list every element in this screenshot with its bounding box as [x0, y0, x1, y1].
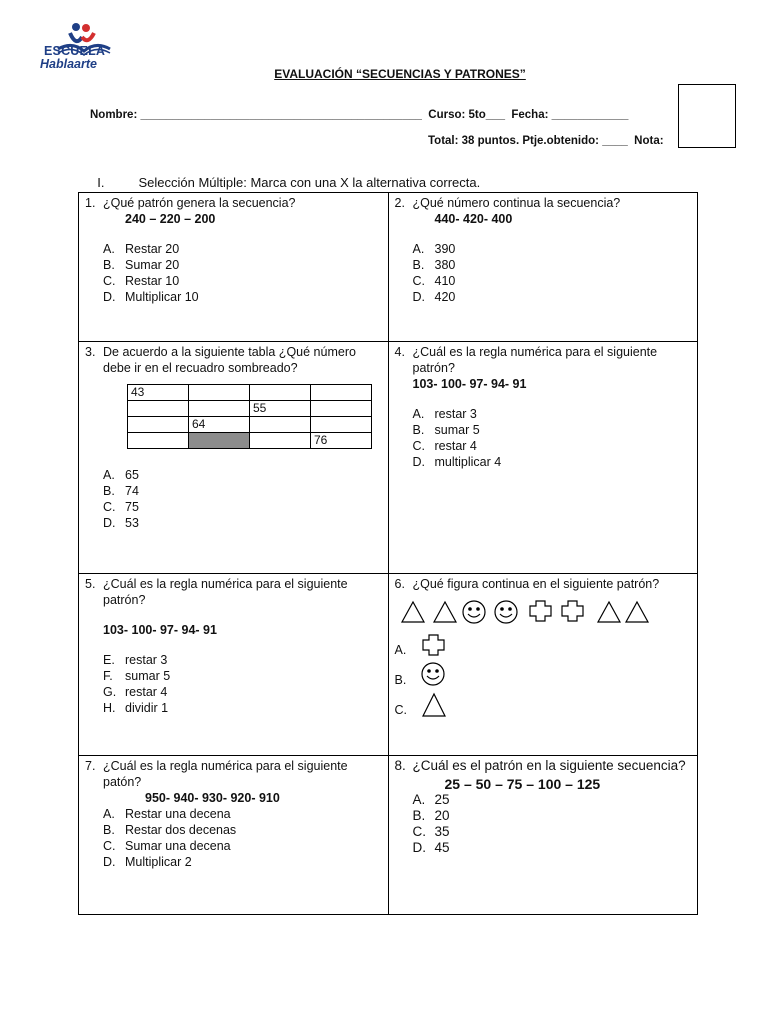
question-5 — [79, 574, 389, 756]
triangle-icon — [434, 602, 456, 622]
option[interactable]: B. 380 — [412, 258, 456, 272]
cross-icon — [421, 632, 447, 658]
question-text: ¿Qué patrón genera la secuencia? — [103, 196, 296, 210]
page-title: EVALUACIÓN “SECUENCIAS Y PATRONES” — [274, 67, 526, 81]
question-number: 7. — [85, 759, 96, 773]
sequence: 103- 100- 97- 94- 91 — [103, 623, 217, 637]
question-number: 8. — [394, 758, 406, 773]
table-cell: 43 — [128, 385, 189, 401]
shaded-cell — [189, 433, 250, 449]
question-number: 5. — [85, 577, 96, 591]
options-list — [103, 467, 384, 531]
grade-box[interactable] — [678, 84, 736, 148]
triangle-icon — [598, 602, 620, 622]
option[interactable]: A. Restar 20 — [103, 242, 180, 256]
triangle-icon — [402, 602, 424, 622]
options-list — [413, 406, 694, 470]
option[interactable]: F. sumar 5 — [103, 669, 171, 683]
option-triangle[interactable]: C. — [395, 692, 694, 722]
question-number: 6. — [394, 577, 405, 591]
question-number: 4. — [394, 345, 405, 359]
table-cell — [189, 385, 250, 401]
table-cell — [311, 401, 372, 417]
options-list — [103, 806, 384, 870]
options-list — [103, 652, 384, 716]
option-cross[interactable]: A. — [395, 632, 694, 662]
cross-icon — [530, 601, 551, 621]
instruction — [90, 160, 480, 190]
question-text: ¿Qué figura continua en el siguiente patrón? — [412, 577, 660, 591]
question-text: ¿Cuál es la regla numérica para el siguiente patrón? — [103, 577, 348, 607]
option[interactable]: D. 45 — [412, 840, 450, 855]
question-text: ¿Cuál es el patrón en la siguiente secuencia? — [412, 758, 686, 773]
options-list — [103, 241, 384, 305]
question-7 — [79, 756, 389, 915]
option-smiley[interactable]: B. — [395, 662, 694, 692]
table-cell — [250, 385, 311, 401]
shape-options — [395, 632, 694, 722]
option[interactable]: D. multiplicar 4 — [412, 455, 502, 469]
option[interactable]: C. 75 — [103, 500, 139, 514]
question-text: ¿Qué número continua la secuencia? — [412, 196, 621, 210]
table-cell — [128, 401, 189, 417]
option[interactable]: B. 20 — [412, 808, 450, 823]
question-number: 3. — [85, 345, 96, 359]
option[interactable]: C. Restar 10 — [103, 274, 180, 288]
smiley-icon — [421, 662, 447, 688]
question-8 — [388, 756, 698, 915]
questions-grid — [78, 192, 698, 915]
table-cell: 64 — [189, 417, 250, 433]
cross-icon — [562, 601, 583, 621]
triangle-icon — [421, 692, 449, 718]
question-6 — [388, 574, 698, 756]
question-4 — [388, 342, 698, 574]
question-number: 2. — [394, 196, 405, 210]
option[interactable]: A. 65 — [103, 468, 139, 482]
score-line: Total: 38 puntos. Ptje.obtenido: ____ Nota: — [428, 135, 664, 147]
option[interactable]: D. Multiplicar 10 — [103, 290, 199, 304]
option[interactable]: A. restar 3 — [412, 407, 477, 421]
logo-line-1: ESCUELA — [44, 44, 106, 58]
option[interactable]: D. 420 — [412, 290, 456, 304]
sequence: 103- 100- 97- 94- 91 — [412, 377, 527, 391]
smiley-icon — [463, 601, 485, 623]
question-3 — [79, 342, 389, 574]
option[interactable]: A. 25 — [412, 792, 450, 807]
question-1 — [79, 193, 389, 342]
question-number: 1. — [85, 196, 96, 210]
sequence: 240 – 220 – 200 — [125, 212, 216, 226]
sequence: 950- 940- 930- 920- 910 — [145, 791, 280, 805]
question-2 — [388, 193, 698, 342]
sequence: 25 – 50 – 75 – 100 – 125 — [444, 776, 601, 792]
number-table — [127, 384, 372, 449]
smiley-icon — [495, 601, 517, 623]
options-list — [413, 792, 694, 856]
option[interactable]: D. 53 — [103, 516, 139, 530]
question-text: ¿Cuál es la regla numérica para el siguiente patón? — [103, 759, 348, 789]
student-info-line: Nombre: ____________________________________________ Curso: 5to___ Fecha: ____________ — [90, 109, 629, 121]
question-text: De acuerdo a la siguiente tabla ¿Qué número debe ir en el recuadro sombreado? — [103, 345, 356, 375]
option[interactable]: D. Multiplicar 2 — [103, 855, 192, 869]
option[interactable]: A. 390 — [412, 242, 456, 256]
shape-pattern — [399, 598, 689, 628]
table-cell — [189, 401, 250, 417]
option[interactable]: A. Restar una decena — [103, 807, 231, 821]
table-cell — [311, 417, 372, 433]
table-cell — [128, 433, 189, 449]
option[interactable]: E. restar 3 — [103, 653, 168, 667]
option[interactable]: G. restar 4 — [103, 685, 168, 699]
sequence: 440- 420- 400 — [434, 212, 513, 226]
question-text: ¿Cuál es la regla numérica para el siguiente patrón? — [412, 345, 658, 375]
options-list — [413, 241, 694, 305]
option[interactable]: C. 35 — [412, 824, 450, 839]
option[interactable]: B. Restar dos decenas — [103, 823, 237, 837]
option[interactable]: H. dividir 1 — [103, 701, 169, 715]
option[interactable]: B. 74 — [103, 484, 139, 498]
table-cell: 55 — [250, 401, 311, 417]
logo-line-2: Hablaarte — [40, 57, 97, 71]
table-cell — [128, 417, 189, 433]
option[interactable]: C. 410 — [412, 274, 456, 288]
option[interactable]: C. restar 4 — [412, 439, 477, 453]
instruction-numeral: I. — [97, 175, 105, 190]
instruction-text: Selección Múltiple: Marca con una X la alternativa correcta. — [138, 175, 481, 190]
table-cell — [311, 385, 372, 401]
triangle-icon — [626, 602, 648, 622]
option[interactable]: B. Sumar 20 — [103, 258, 180, 272]
table-cell — [250, 417, 311, 433]
table-cell — [250, 433, 311, 449]
option[interactable]: B. sumar 5 — [412, 423, 480, 437]
option[interactable]: C. Sumar una decena — [103, 839, 231, 853]
table-cell: 76 — [311, 433, 372, 449]
